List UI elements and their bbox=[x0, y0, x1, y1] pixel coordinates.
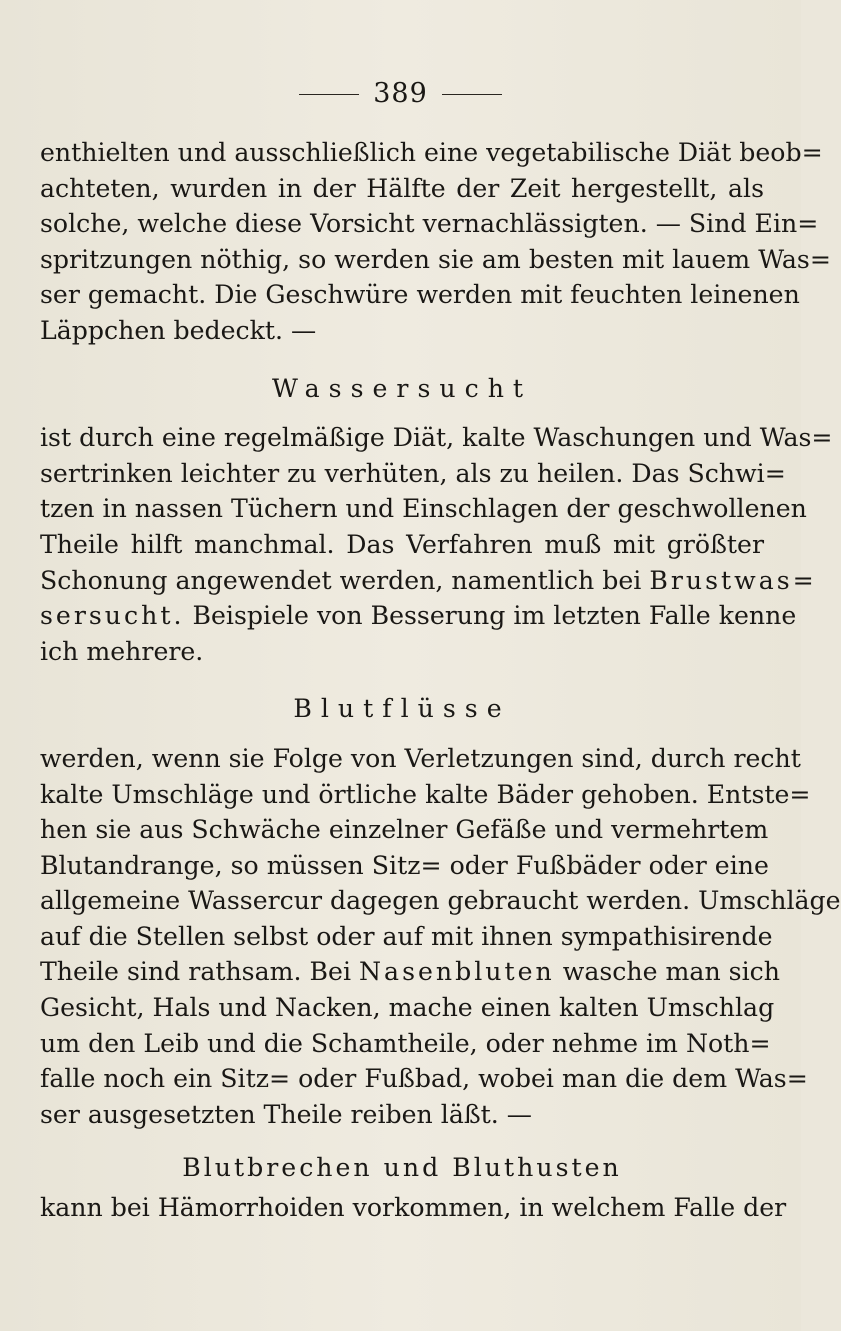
text-line bbox=[40, 563, 817, 599]
text-line: hen sie aus Schwäche einzelner Gefäße und vermehrtem bbox=[40, 815, 769, 845]
body-text bbox=[40, 135, 841, 1226]
spaced-term: Brustwas= bbox=[649, 565, 817, 595]
text-line: solche, welche diese Vorsicht vernachlässigten. — Sind Ein= bbox=[40, 209, 819, 239]
text-line: allgemeine Wassercur dagegen gebraucht werden. Umschläge bbox=[40, 886, 841, 916]
paragraph-1 bbox=[40, 135, 831, 349]
header-rule-left bbox=[299, 94, 359, 95]
text-line: ist durch eine regelmäßige Diät, kalte Waschungen und Was= bbox=[40, 423, 833, 453]
section-heading-blutbrechen: Blutbrechen und Bluthusten bbox=[182, 1153, 622, 1183]
text-line: um den Leib und die Schamtheile, oder nehme im Noth= bbox=[40, 1028, 771, 1058]
text-line: tzen in nassen Tüchern und Einschlagen der geschwollenen bbox=[40, 494, 807, 524]
text-line: kann bei Hämorrhoiden vorkommen, in welchem Falle der bbox=[40, 1193, 787, 1223]
text-segment: Beispiele von Besserung im letzten Falle kenne bbox=[192, 601, 797, 631]
text-line: Läppchen bedeckt. — bbox=[40, 315, 317, 345]
text-segment: Schonung angewendet werden, namentlich bei bbox=[40, 565, 642, 595]
text-line bbox=[40, 598, 797, 634]
spaced-term: sersucht. bbox=[40, 601, 185, 631]
page-header bbox=[0, 78, 801, 109]
text-line: falle noch ein Sitz= oder Fußbad, wobei man die dem Was= bbox=[40, 1064, 808, 1094]
text-line: werden, wenn sie Folge von Verletzungen sind, durch recht bbox=[40, 743, 801, 773]
spaced-term: Nasenbluten bbox=[359, 957, 555, 987]
text-line bbox=[40, 954, 780, 990]
header-rule-right bbox=[442, 94, 502, 95]
paragraph-3 bbox=[40, 741, 841, 1133]
paragraph-2 bbox=[40, 420, 833, 669]
text-line: Gesicht, Hals und Nacken, mache einen kalten Umschlag bbox=[40, 993, 775, 1023]
text-line: kalte Umschläge und örtliche kalte Bäder gehoben. Entste= bbox=[40, 779, 811, 809]
text-line: sertrinken leichter zu verhüten, als zu heilen. Das Schwi= bbox=[40, 458, 786, 488]
paragraph-4 bbox=[40, 1190, 787, 1226]
text-line: spritzungen nöthig, so werden sie am besten mit lauem Was= bbox=[40, 244, 831, 274]
text-line: ich mehrere. bbox=[40, 636, 204, 666]
text-segment: Theile sind rathsam. Bei bbox=[40, 957, 351, 987]
section-heading-wassersucht: Wassersucht bbox=[271, 373, 533, 403]
text-line: ser ausgesetzten Theile reiben läßt. — bbox=[40, 1099, 532, 1129]
text-segment: wasche man sich bbox=[562, 957, 780, 987]
section-heading-blutfluesse: Blutflüsse bbox=[293, 694, 511, 724]
text-line: achteten, wurden in der Hälfte der Zeit hergestellt, als bbox=[40, 173, 764, 203]
text-line: enthielten und ausschließlich eine vegetabilische Diät beob= bbox=[40, 138, 823, 167]
text-line: Theile hilft manchmal. Das Verfahren muß mit größter bbox=[40, 529, 764, 559]
text-line: auf die Stellen selbst oder auf mit ihnen sympathisirende bbox=[40, 921, 773, 951]
text-line: Blutandrange, so müssen Sitz= oder Fußbäder oder eine bbox=[40, 850, 769, 880]
text-line: ser gemacht. Die Geschwüre werden mit feuchten leinenen bbox=[40, 280, 800, 310]
page-number: 389 bbox=[373, 78, 428, 109]
